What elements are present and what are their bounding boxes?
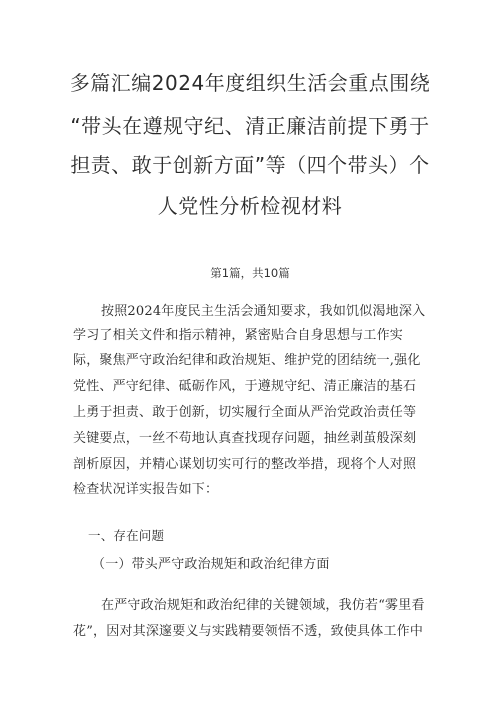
intro-line-8: 检查状况详实报告如下： xyxy=(73,482,219,497)
intro-line-6: 关键要点，一丝不苟地认真查找现存问题，抽丝剥茧般深刻 xyxy=(73,431,417,446)
part-indicator: 第1篇，共10篇 xyxy=(210,266,290,280)
body-line-1: 在严守政治规矩和政治纪律的关键领域，我仿若“雾里看 xyxy=(101,598,425,613)
title-line-1: 多篇汇编2024年度组织生活会重点围绕 xyxy=(69,71,431,95)
body-line-2: 花”，因对其深邃要义与实践精要领悟不透，致使具体工作中 xyxy=(73,624,424,639)
intro-line-5: 上勇于担责、敢于创新，切实履行全面从严治党政治责任等 xyxy=(73,405,417,420)
intro-line-3: 际，聚焦严守政治纪律和政治规矩、维护党的团结统一,强化 xyxy=(73,353,421,368)
title-line-2: “带头在遵规守纪、清正廉洁前提下勇于 xyxy=(70,114,430,138)
subsection-heading: （一）带头严守政治规矩和政治纪律方面 xyxy=(92,557,330,572)
intro-line-1: 按照2024年度民主生活会通知要求，我如饥似渴地深入 xyxy=(101,304,426,319)
intro-line-7: 剖析原因，并精心谋划切实可行的整改举措，现将个人对照 xyxy=(73,457,417,472)
title-line-3: 担责、敢于创新方面”等（四个带头）个 xyxy=(70,153,430,177)
title-line-4: 人党性分析检视材料 xyxy=(157,194,343,218)
intro-line-2: 学习了相关文件和指示精神，紧密贴合自身思想与工作实 xyxy=(73,328,404,343)
intro-line-4: 党性、严守纪律、砥砺作风，于遵规守纪、清正廉洁的基石 xyxy=(73,379,417,394)
section-heading: 一、存在问题 xyxy=(88,528,165,543)
